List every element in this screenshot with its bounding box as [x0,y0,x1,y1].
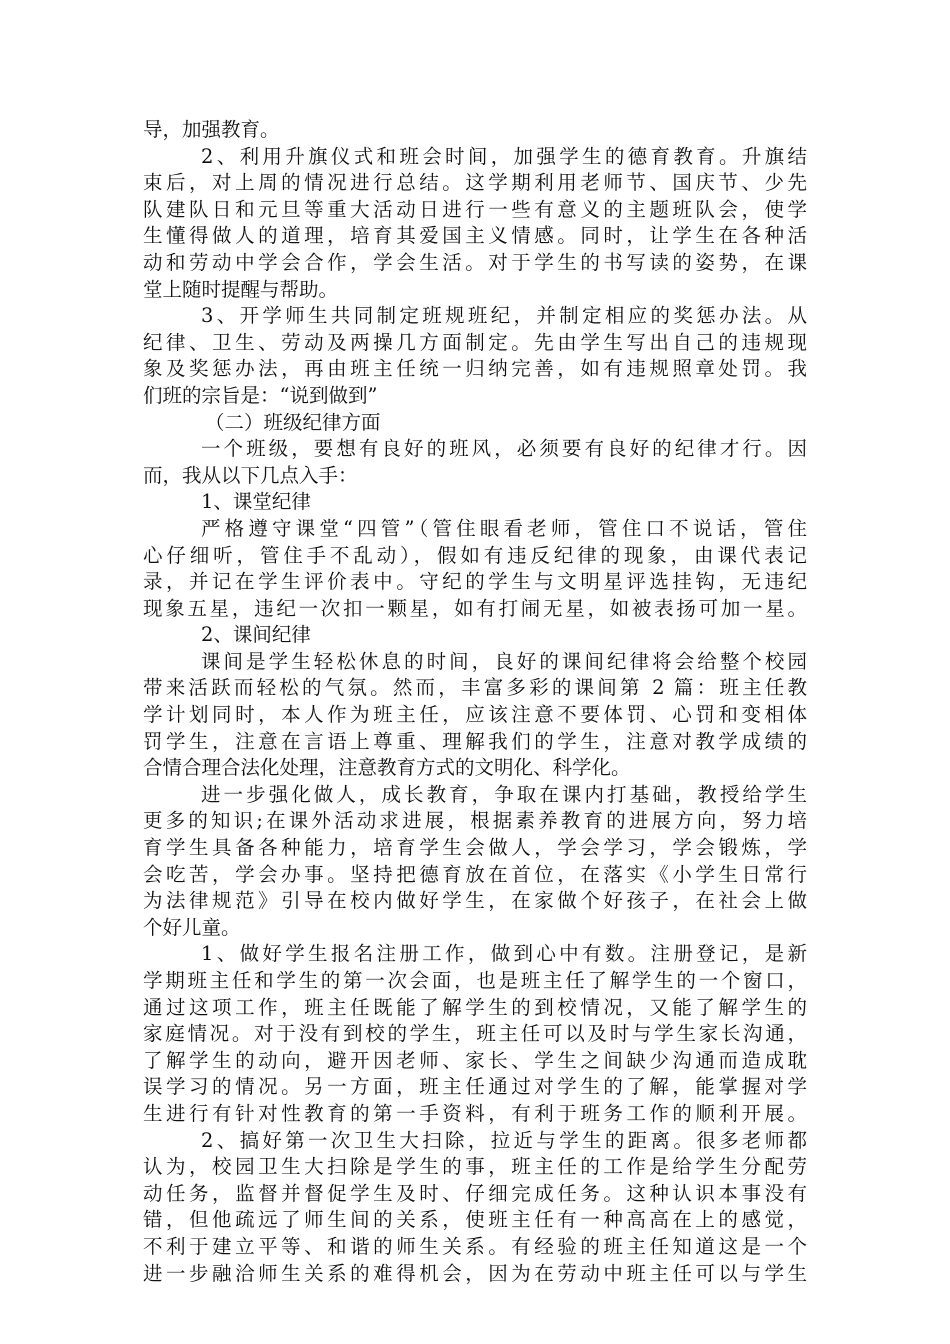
text-line: 育学生具备各种能力，培育学生会做人，学会学习，学会锻炼，学 [143,836,807,860]
text-line: 2、搞好第一次卫生大扫除，拉近与学生的距离。很多老师都 [201,1128,807,1152]
text-line: 动和劳动中学会合作，学会生活。对于学生的书写读的姿势，在课 [143,250,807,274]
text-line: 误学习的情况。另一方面，班主任通过对学生的了解，能掌握对学 [143,1075,807,1099]
text-line: 通过这项工作，班主任既能了解学生的到校情况，又能了解学生的 [143,995,807,1019]
text-line: 心仔细听，管住手不乱动），假如有违反纪律的现象，由课代表记 [143,543,807,567]
text-line: 束后，对上周的情况进行总结。这学期利用老师节、国庆节、少先 [143,171,807,195]
text-line: 动任务，监督并督促学生及时、仔细完成任务。这种认识本事没有 [143,1181,807,1205]
text-line: 队建队日和元旦等重大活动日进行一些有意义的主题班队会，使学 [143,197,807,221]
text-line: 2、课间纪律 [201,623,311,647]
text-line: 导，加强教育。 [143,118,280,141]
text-line: 更多的知识;在课外活动求进展，根据素养教育的进展方向，努力培 [143,809,807,833]
text-line: 们班的宗旨是：“说到做到” [143,383,378,407]
text-line: 纪律、卫生、劳动及两操几方面制定。先由学生写出自己的违规现 [143,330,807,354]
text-line: 合情合理合法化处理，注意教育方式的文明化、科学化。 [143,756,631,780]
text-line: 现象五星，违纪一次扣一颗星，如有打闹无星，如被表扬可加一星。 [143,596,807,620]
text-line: 2、利用升旗仪式和班会时间，加强学生的德育教育。升旗结 [201,144,807,168]
text-line: 一个班级，要想有良好的班风，必须要有良好的纪律才行。因 [201,437,807,461]
text-line: 3、开学师生共同制定班规班纪，并制定相应的奖惩办法。从 [201,304,807,328]
text-line: 进一步融洽师生关系的难得机会，因为在劳动中班主任可以与学生 [143,1261,807,1285]
text-line: 堂上随时提醒与帮助。 [143,277,339,301]
text-line: 进一步强化做人，成长教育，争取在课内打基础，教授给学生 [201,782,807,806]
text-line: 学期班主任和学生的第一次会面，也是班主任了解学生的一个窗口， [143,969,807,992]
text-line: 会吃苦，学会办事。坚持把德育放在首位，在落实《小学生日常行 [143,862,807,886]
text-line: 罚学生，注意在言语上尊重、理解我们的学生，注意对教学成绩的 [143,729,807,753]
text-line: 严格遵守课堂“四管”（管住眼看老师，管住口不说话，管住 [201,516,807,540]
text-line: 生进行有针对性教育的第一手资料，有利于班务工作的顺利开展。 [143,1101,807,1125]
text-line: 家庭情况。对于没有到校的学生，班主任可以及时与学生家长沟通， [143,1022,807,1046]
document-body [143,117,807,1287]
text-line: 个好儿童。 [143,915,241,939]
text-line: 而，我从以下几点入手： [143,463,358,487]
text-line: 录，并记在学生评价表中。守纪的学生与文明星评选挂钩，无违纪 [143,570,807,594]
text-line: 1、课堂纪律 [201,490,311,514]
text-line: （二）班级纪律方面 [205,410,381,434]
text-line: 带来活跃而轻松的气氛。然而，丰富多彩的课间第 2 篇：班主任教 [143,676,807,700]
text-line: 生懂得做人的道理，培育其爱国主义情感。同时，让学生在各种活 [143,224,807,248]
text-line: 课间是学生轻松休息的时间，良好的课间纪律将会给整个校园 [201,649,807,673]
text-line: 象及奖惩办法，再由班主任统一归纳完善，如有违规照章处罚。我 [143,357,807,381]
text-line: 1、做好学生报名注册工作，做到心中有数。注册登记，是新 [201,942,807,966]
text-line: 不利于建立平等、和谐的师生关系。有经验的班主任知道这是一个 [143,1234,807,1258]
text-line: 认为，校园卫生大扫除是学生的事，班主任的工作是给学生分配劳 [143,1155,807,1179]
text-line: 了解学生的动向，避开因老师、家长、学生之间缺少沟通而造成耽 [143,1048,807,1072]
text-line: 为法律规范》引导在校内做好学生，在家做个好孩子，在社会上做 [143,889,807,913]
text-line: 错，但他疏远了师生间的关系，使班主任有一种高高在上的感觉， [143,1208,807,1232]
text-line: 学计划同时，本人作为班主任，应该注意不要体罚、心罚和变相体 [143,703,807,727]
